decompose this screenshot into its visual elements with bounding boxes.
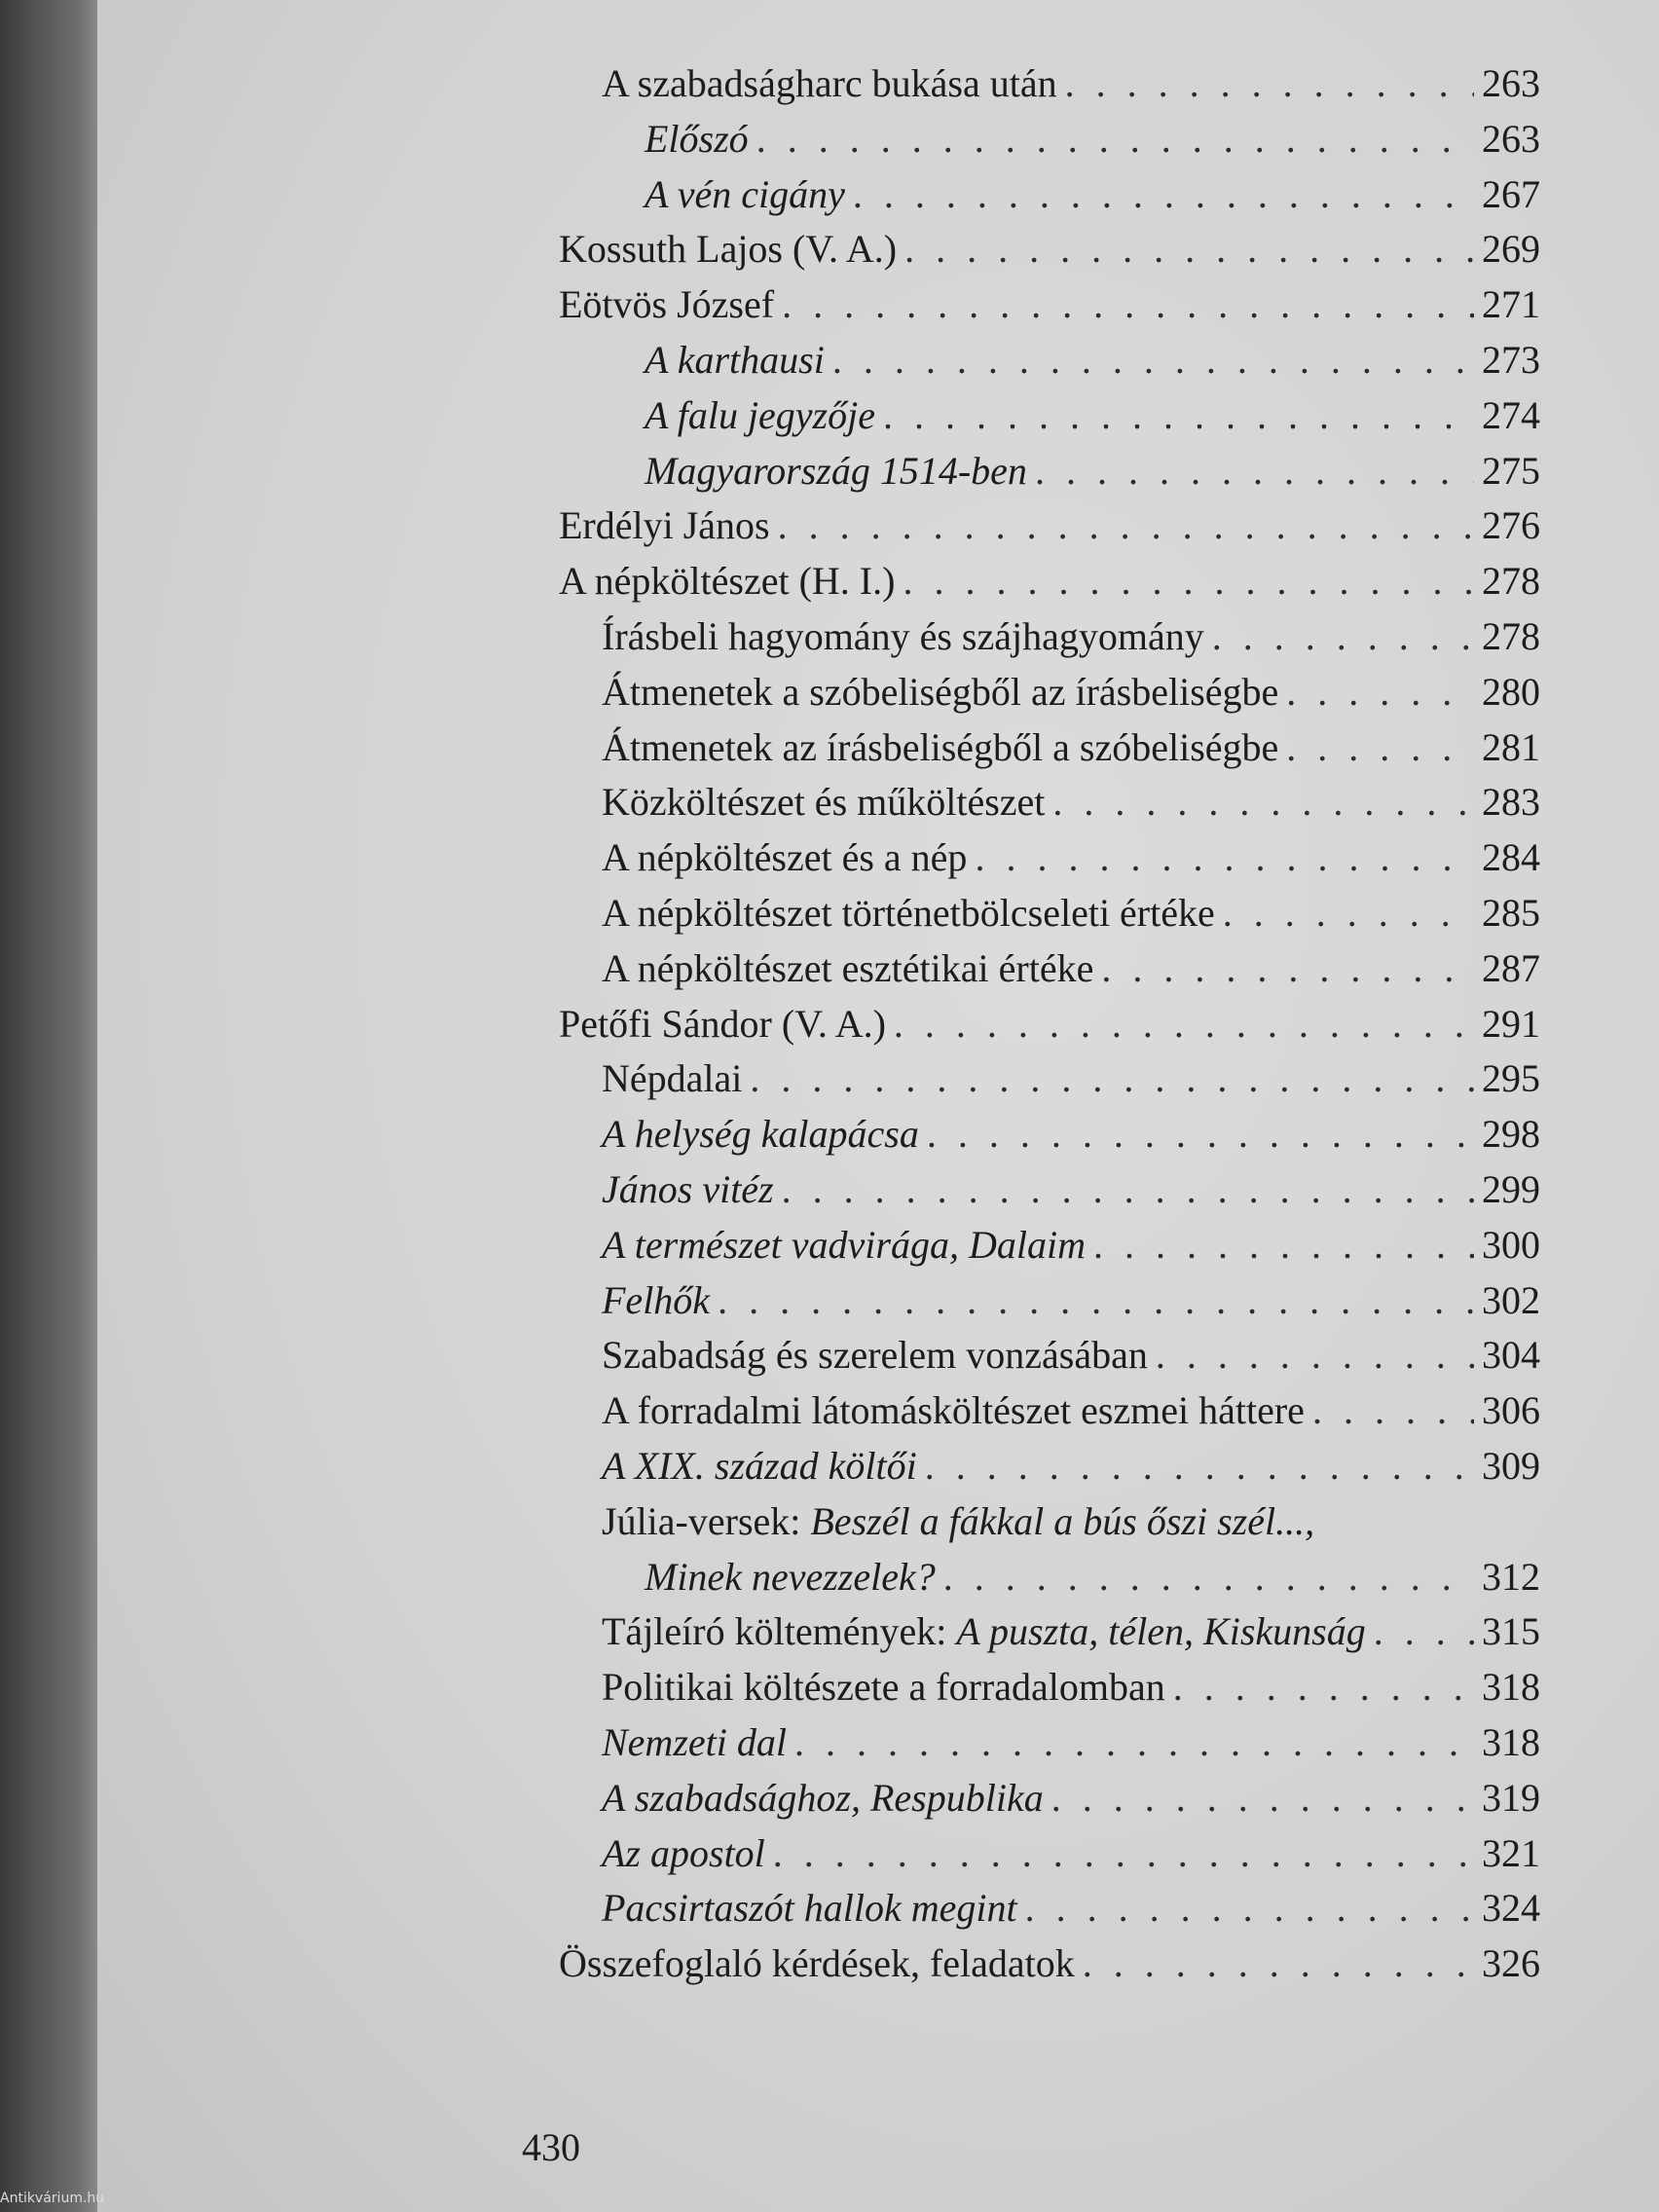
toc-entry [559, 1383, 1540, 1439]
toc-entry [559, 830, 1540, 886]
toc-entry [559, 720, 1540, 776]
dot-leader [943, 1550, 1474, 1605]
toc-entry-page: 302 [1482, 1277, 1540, 1322]
toc-entry-page: 298 [1482, 1112, 1540, 1157]
toc-entry-page: 267 [1482, 171, 1540, 216]
toc-entry [559, 388, 1540, 444]
dot-leader [894, 997, 1474, 1052]
dot-leader [1374, 1604, 1474, 1660]
toc-entry [559, 112, 1540, 167]
dot-leader [794, 1715, 1474, 1771]
dot-leader [778, 498, 1474, 554]
toc-entry-title: Nemzeti dal [602, 1719, 787, 1764]
dot-leader [1051, 1771, 1474, 1826]
toc-entry-title: A karthausi [645, 337, 825, 382]
toc-entry-title: Átmenetek a szóbeliségből az írásbeliségbe [602, 669, 1279, 714]
toc-entry-title: Összefoglaló kérdések, feladatok [559, 1941, 1075, 1986]
toc-entry-title: A falu jegyzője [645, 392, 875, 437]
toc-entry-page: 263 [1482, 61, 1540, 105]
toc-entry-title: A népköltészet történetbölcseleti értéke [602, 890, 1215, 935]
dot-leader [1093, 1218, 1474, 1273]
toc-entry [559, 1328, 1540, 1383]
toc-entry-title: János vitéz [602, 1166, 774, 1211]
toc-entry-page: 274 [1482, 392, 1540, 437]
dot-leader [903, 554, 1474, 609]
dot-leader [1101, 941, 1474, 997]
toc-entry [559, 1218, 1540, 1273]
toc-entry-page: 304 [1482, 1333, 1540, 1378]
toc-entry-page: 280 [1482, 669, 1540, 714]
toc-entry-page: 285 [1482, 890, 1540, 935]
dot-leader [756, 112, 1474, 167]
toc-entry-page: 319 [1482, 1775, 1540, 1820]
toc-entry-title: A természet vadvirága, Dalaim [602, 1222, 1086, 1267]
toc-entry-title: Átmenetek az írásbeliségből a szóbeliségbe [602, 724, 1279, 769]
toc-entry [559, 609, 1540, 665]
toc-entry-page: 309 [1482, 1443, 1540, 1488]
dot-leader [718, 1273, 1474, 1329]
toc-entry [559, 1550, 1540, 1605]
dot-leader [1083, 1936, 1474, 1992]
toc-entry-title: A vén cigány [645, 171, 845, 216]
table-of-contents [559, 56, 1540, 1992]
toc-entry-title: A forradalmi látomásköltészet eszmei háttere [602, 1388, 1305, 1433]
toc-entry [559, 498, 1540, 554]
page-number-footer: 430 [522, 2125, 580, 2169]
toc-entry-page: 276 [1482, 503, 1540, 548]
toc-entry-title: Erdélyi János [559, 503, 770, 548]
toc-entry [559, 56, 1540, 112]
toc-entry-page: 275 [1482, 448, 1540, 493]
toc-entry-title: A népköltészet és a nép [602, 835, 968, 880]
dot-leader [750, 1051, 1474, 1107]
toc-entry-title: Pacsirtaszót hallok megint [602, 1886, 1017, 1931]
dot-leader [925, 1439, 1474, 1494]
toc-entry-title: A népköltészet esztétikai értéke [602, 945, 1094, 990]
toc-entry [559, 1604, 1540, 1660]
toc-entry [559, 1162, 1540, 1218]
toc-entry-page: 283 [1482, 780, 1540, 825]
toc-entry-title: Népdalai [602, 1056, 743, 1101]
dot-leader [853, 167, 1474, 223]
toc-entry [559, 1881, 1540, 1936]
toc-entry [559, 886, 1540, 941]
toc-entry-page: 312 [1482, 1554, 1540, 1599]
toc-entry-title: Felhők [602, 1277, 711, 1322]
dot-leader [1156, 1328, 1474, 1383]
toc-entry [559, 1715, 1540, 1771]
dot-leader [1212, 609, 1474, 665]
toc-entry-title-plain: Júlia-versek: [602, 1498, 811, 1543]
toc-entry-title-plain: Tájleíró költemények: [602, 1609, 957, 1654]
toc-entry-page: 278 [1482, 613, 1540, 658]
dot-leader [1025, 1881, 1474, 1936]
toc-entry-title: Kossuth Lajos (V. A.) [559, 227, 898, 272]
dot-leader [1035, 444, 1474, 499]
toc-entry-title: Magyarország 1514-ben [645, 448, 1027, 493]
toc-entry-page: 324 [1482, 1886, 1540, 1931]
dot-leader [1223, 886, 1474, 941]
dot-leader [782, 277, 1474, 333]
toc-entry-page: 295 [1482, 1056, 1540, 1101]
toc-entry-page: 315 [1482, 1609, 1540, 1654]
toc-entry [559, 997, 1540, 1052]
toc-entry [559, 1051, 1540, 1107]
toc-entry-page: 321 [1482, 1830, 1540, 1875]
toc-entry [559, 1494, 1540, 1550]
toc-entry [559, 775, 1540, 830]
toc-entry [559, 222, 1540, 277]
toc-entry-title: Minek nevezzelek? [645, 1554, 936, 1599]
dot-leader [782, 1162, 1474, 1218]
toc-entry-page: 291 [1482, 1001, 1540, 1046]
toc-entry-page: 299 [1482, 1166, 1540, 1211]
toc-entry [559, 1660, 1540, 1715]
toc-entry-title: A szabadságharc bukása után [602, 61, 1057, 105]
toc-entry-page: 278 [1482, 559, 1540, 604]
toc-entry [559, 1107, 1540, 1162]
toc-entry-page: 263 [1482, 116, 1540, 161]
toc-entry-page: 284 [1482, 835, 1540, 880]
toc-entry-title: Írásbeli hagyomány és szájhagyomány [602, 613, 1204, 658]
toc-entry-title-italic: Beszél a fákkal a bús őszi szél..., [810, 1498, 1315, 1543]
toc-entry-page: 273 [1482, 337, 1540, 382]
toc-entry-title: A XIX. század költői [602, 1443, 917, 1488]
toc-entry-title [602, 1604, 1366, 1660]
toc-entry-title: Petőfi Sándor (V. A.) [559, 1001, 886, 1046]
dot-leader [832, 333, 1474, 388]
dot-leader [773, 1826, 1474, 1882]
toc-entry-page: 281 [1482, 724, 1540, 769]
toc-entry-title: Politikai költészete a forradalomban [602, 1665, 1165, 1710]
toc-entry [559, 1936, 1540, 1992]
toc-entry-title: A szabadsághoz, Respublika [602, 1775, 1044, 1820]
book-binding-shadow [0, 0, 97, 2212]
toc-entry [559, 333, 1540, 388]
dot-leader [1286, 720, 1474, 776]
dot-leader [1286, 665, 1474, 720]
dot-leader [904, 222, 1474, 277]
toc-entry-page: 306 [1482, 1388, 1540, 1433]
toc-entry-page: 318 [1482, 1665, 1540, 1710]
toc-entry [559, 941, 1540, 997]
toc-entry-page: 271 [1482, 282, 1540, 327]
dot-leader [1312, 1383, 1474, 1439]
toc-entry-title: Eötvös József [559, 282, 775, 327]
dot-leader [927, 1107, 1474, 1162]
dot-leader [1065, 56, 1474, 112]
dot-leader [975, 830, 1474, 886]
toc-entry-title: A helység kalapácsa [602, 1112, 919, 1157]
toc-entry-title [602, 1494, 1314, 1550]
toc-entry [559, 167, 1540, 223]
toc-entry-page: 318 [1482, 1719, 1540, 1764]
dot-leader [1173, 1660, 1474, 1715]
toc-entry-title: Szabadság és szerelem vonzásában [602, 1333, 1148, 1378]
toc-entry [559, 444, 1540, 499]
toc-entry-page: 326 [1482, 1941, 1540, 1986]
dot-leader [1052, 775, 1474, 830]
toc-entry [559, 1826, 1540, 1882]
toc-entry-title: A népköltészet (H. I.) [559, 559, 896, 604]
dot-leader [883, 388, 1474, 444]
watermark-text: Antikvárium.hu [0, 2191, 105, 2206]
toc-entry [559, 554, 1540, 609]
toc-entry-title: Közköltészet és műköltészet [602, 780, 1046, 825]
toc-entry-page: 269 [1482, 227, 1540, 272]
toc-entry-title-italic: A puszta, télen, Kiskunság [956, 1609, 1366, 1654]
toc-entry [559, 665, 1540, 720]
toc-entry [559, 1439, 1540, 1494]
toc-entry [559, 1273, 1540, 1329]
toc-entry-page: 300 [1482, 1222, 1540, 1267]
toc-entry-title: Az apostol [602, 1830, 765, 1875]
toc-entry [559, 277, 1540, 333]
toc-entry-title: Előszó [645, 116, 749, 161]
toc-entry-page: 287 [1482, 945, 1540, 990]
toc-entry [559, 1771, 1540, 1826]
